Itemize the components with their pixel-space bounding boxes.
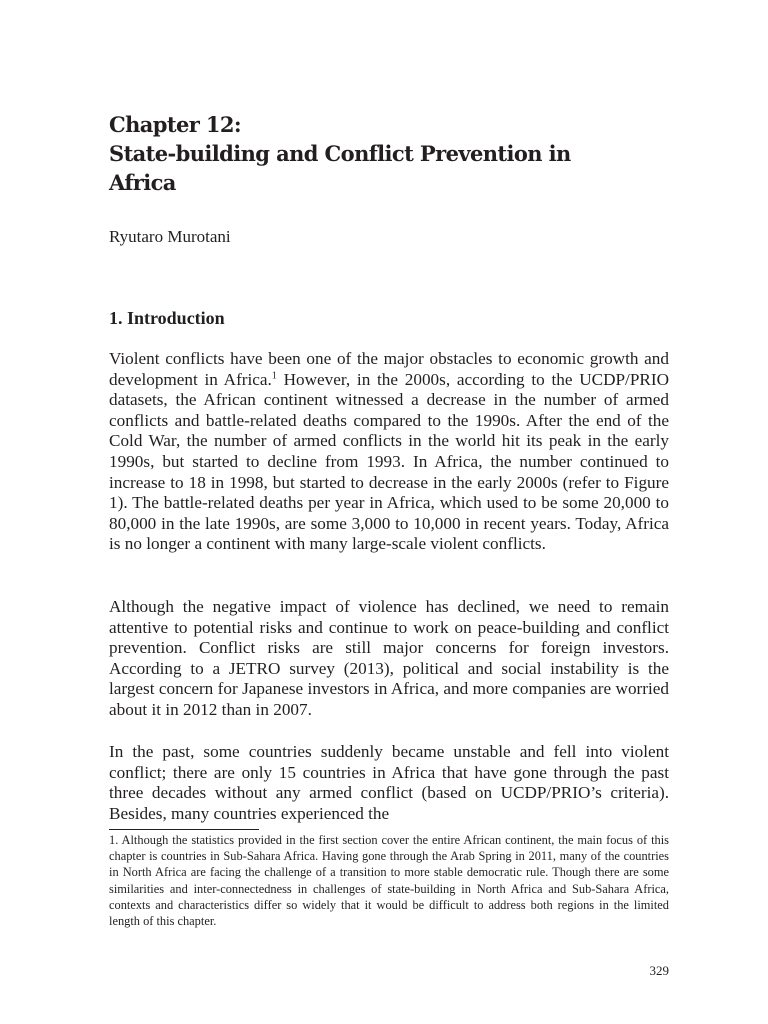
footnote-text: 1. Although the statistics provided in the first section cover the entire African continent, the main focus of this chapter is countries in Sub-Sahara Africa. Having gone through the Arab Spring in 2011, many of the countries in North Africa are facing the challenge of a transition to more stable democratic rule. Though there are some similarities and inter-connectedness in challenges of state-building in North Africa and Sub-Sahara Africa, contexts and characteristics differ so widely that it would be difficult to address both regions in the limited length of this chapter.	[109, 833, 669, 929]
chapter-label: Chapter 12:	[109, 112, 242, 137]
paragraph-3: In the past, some countries suddenly became unstable and fell into violent conflict; there are only 15 countries in Africa that have gone through the past three decades without any armed conflict (based on UCDP/PRIO’s criteria). Besides, many countries experienced the	[109, 742, 669, 823]
footnote-divider	[109, 829, 259, 830]
page-number: 329	[649, 963, 669, 978]
paragraph-1	[109, 349, 669, 555]
section-heading: 1. Introduction	[109, 308, 225, 328]
chapter-title-line-1: State-building and Conflict Prevention in	[109, 141, 571, 166]
chapter-title-line-2: Africa	[109, 170, 176, 195]
paragraph-1-text-end: However, in the 2000s, according to the UCDP/PRIO datasets, the African continent witnessed a decrease in the number of armed conflicts and battle-related deaths compared to the 1990s. After the end of the Cold War, the number of armed conflicts in the world hit its peak in the early 1990s, but started to decline from 1993. In Africa, the number continued to increase to 18 in 1998, but started to decrease in the early 2000s (refer to Figure 1). The battle-related deaths per year in Africa, which used to be some 20,000 to 80,000 in the late 1990s, are some 3,000 to 10,000 in recent years. Today, Africa is no longer a continent with many large-scale violent conflicts.	[109, 369, 669, 554]
paragraph-1-text-start: Violent conflicts have been one of the major obstacles to economic growth and development in Africa.	[109, 349, 669, 389]
footnote-reference[interactable]: 1	[271, 369, 277, 381]
document-page	[109, 0, 669, 1024]
paragraph-2: Although the negative impact of violence has declined, we need to remain attentive to potential risks and continue to work on peace-building and conflict prevention. Conflict risks are still major concerns for foreign investors. According to a JETRO survey (2013), political and social instability is the largest concern for Japanese investors in Africa, and more companies are worried about it in 2012 than in 2007.	[109, 597, 669, 719]
chapter-title	[109, 110, 669, 197]
author-name: Ryutaro Murotani	[109, 227, 231, 246]
